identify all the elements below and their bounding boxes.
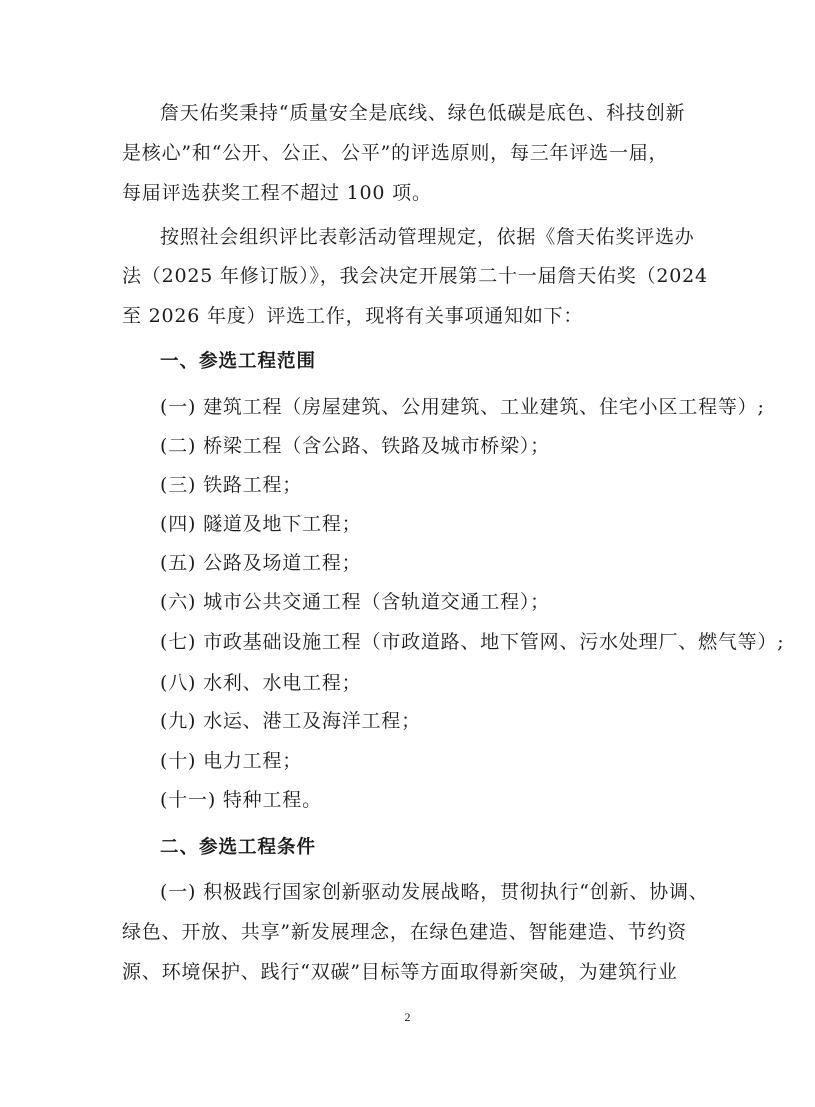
- list-item: (十一) 特种工程。: [160, 789, 322, 811]
- section-2-line-1: (一) 积极践行国家创新驱动发展战略，贯彻执行“创新、协调、: [160, 881, 709, 903]
- paragraph-1-line-2: 是核心”和“公开、公正、公平”的评选原则，每三年评选一届，: [122, 142, 669, 164]
- list-item: (九) 水运、港工及海洋工程；: [160, 710, 421, 732]
- list-item: (五) 公路及场道工程；: [160, 552, 362, 574]
- page-number: 2: [404, 1010, 411, 1024]
- paragraph-2-line-3: 至 2026 年度）评选工作，现将有关事项通知如下：: [122, 305, 584, 327]
- list-item: (二) 桥梁工程（含公路、铁路及城市桥梁）；: [160, 435, 550, 457]
- paragraph-1-line-3: 每届评选获奖工程不超过 100 项。: [122, 182, 432, 204]
- section-2-line-2: 绿色、开放、共享”新发展理念，在绿色建造、智能建造、节约资: [122, 921, 687, 943]
- paragraph-2-line-2: 法（2025 年修订版）》，我会决定开展第二十一届詹天佑奖（2024: [122, 265, 708, 287]
- list-item: (一) 建筑工程（房屋建筑、公用建筑、工业建筑、住宅小区工程等）;: [160, 396, 765, 418]
- list-item: (三) 铁路工程；: [160, 474, 303, 496]
- section-2-line-3: 源、环境保护、践行“双碳”目标等方面取得新突破，为建筑行业: [122, 961, 678, 983]
- list-item: (七) 市政基础设施工程（市政道路、地下管网、污水处理厂、燃气等）;: [160, 631, 785, 653]
- list-item: (八) 水利、水电工程；: [160, 672, 362, 694]
- list-item: (四) 隧道及地下工程；: [160, 513, 362, 535]
- list-item: (十) 电力工程；: [160, 750, 303, 772]
- paragraph-1-line-1: 詹天佑奖秉持“质量安全是底线、绿色低碳是底色、科技创新: [160, 102, 686, 124]
- section-2-heading: 二、参选工程条件: [160, 837, 317, 858]
- section-1-heading: 一、参选工程范围: [160, 351, 317, 372]
- list-item: (六) 城市公共交通工程（含轨道交通工程）；: [160, 591, 550, 613]
- paragraph-2-line-1: 按照社会组织评比表彰活动管理规定，依据《詹天佑奖评选办: [160, 226, 695, 248]
